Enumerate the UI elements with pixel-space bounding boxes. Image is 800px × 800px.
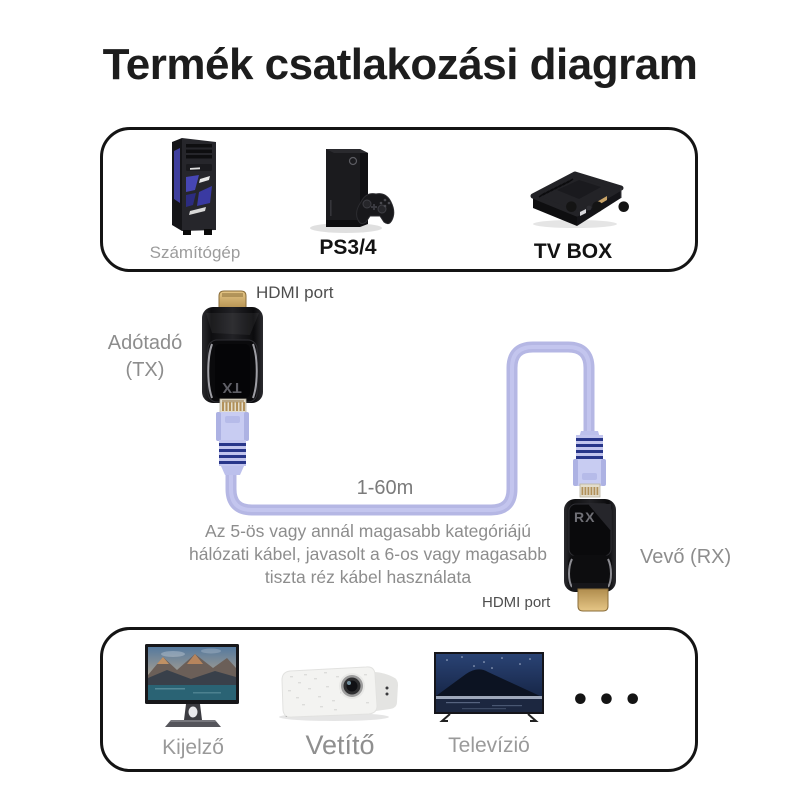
source-item-game-console [282,146,414,260]
display-item-label: Televízió [448,734,530,757]
page-title: Termék csatlakozási diagram [102,40,698,89]
source-item-computer [129,135,261,263]
rx-rj45-connector [573,431,606,497]
ellipsis-icon: ••• [570,683,650,718]
rx-hdmi-port-label: HDMI port [482,594,551,611]
tx-rj45-connector [216,399,249,475]
rx-hdmi-connector [578,589,608,611]
display-item-monitor [127,642,259,760]
projector-icon [274,664,406,722]
display-item-label: Vetítő [305,730,375,760]
computer-tower-icon [166,135,224,237]
display-devices-box [100,627,698,772]
display-item-label: Kijelző [162,736,224,759]
tv-feet [442,714,536,721]
cable-note: Az 5-ös vagy annál magasabb kategóriájú hálózati kábel, javasolt a 6-os vagy magasabb tiszta réz kábel használata [189,521,547,587]
tx-hdmi-port-label: HDMI port [256,283,334,302]
display-item-television [423,650,555,758]
cable-length-label: 1-60m [356,477,414,499]
transmitter-label: Adótadó (TX) [107,332,183,381]
source-devices-box [100,127,698,272]
television-icon [432,650,546,726]
rx-chip-label: RX [574,509,596,525]
game-console-icon [298,146,398,234]
source-item-label: TV BOX [533,240,613,263]
source-item-label: Számítógép [149,243,241,262]
receiver-label: Vevő (RX) [640,546,732,568]
source-item-label: PS3/4 [319,236,377,259]
ellipsis-icon: ••• [561,191,641,226]
tx-device [202,291,263,403]
tx-chip-label: TX [222,379,242,396]
display-item-projector [274,664,406,761]
monitor-icon [143,642,243,730]
